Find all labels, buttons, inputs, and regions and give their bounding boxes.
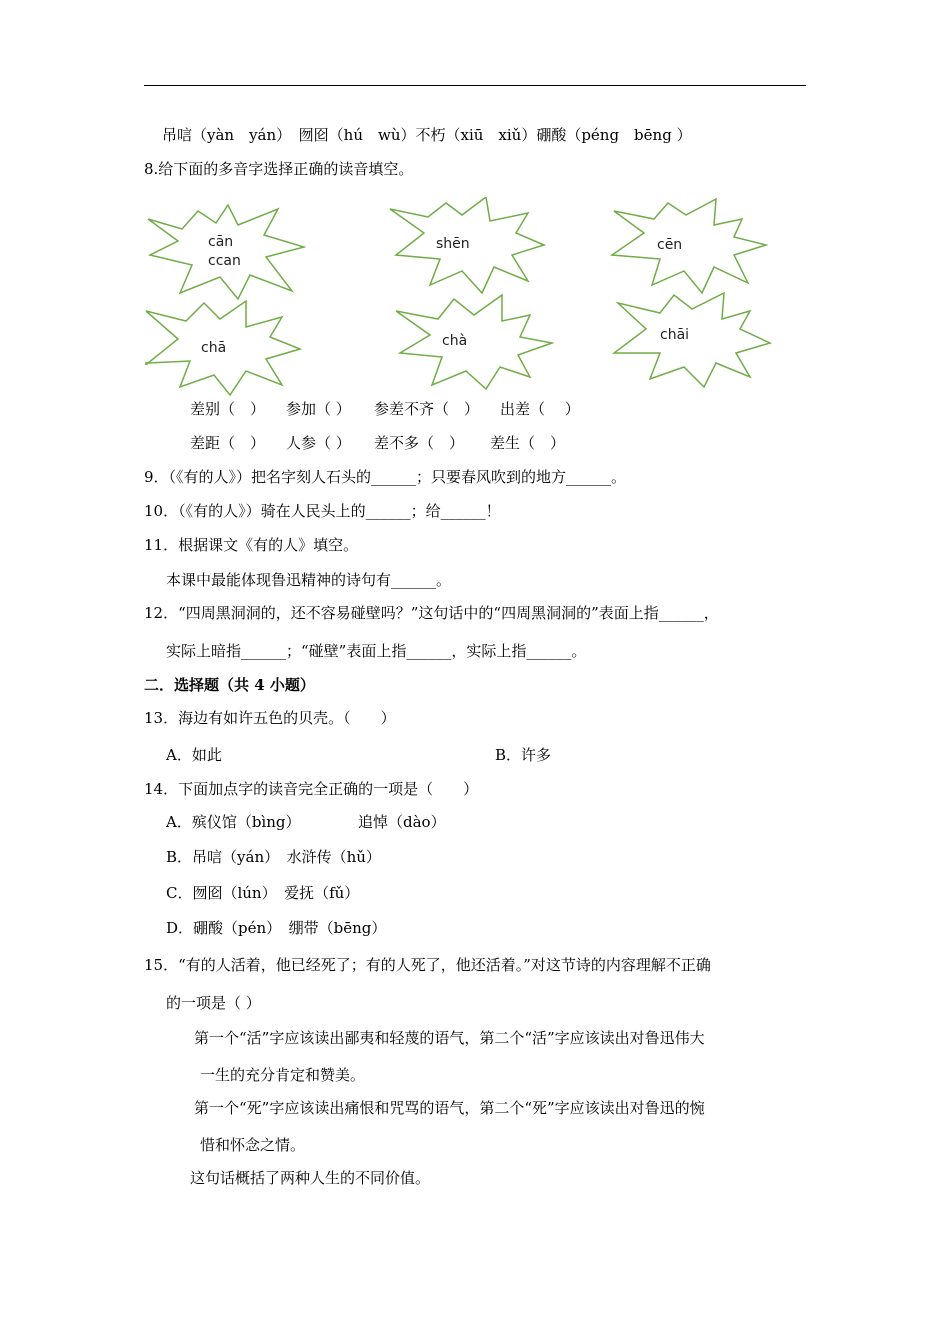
q15-stem-line2: 的一项是（ ）	[166, 994, 261, 1012]
burst-label: shēn	[436, 236, 470, 252]
q13-stem: 13．海边有如许五色的贝壳。（ ）	[144, 709, 396, 727]
burst-label: chà	[442, 333, 468, 349]
q8-row1-item1: 差别（ ）	[190, 400, 266, 418]
burst-label: chāi	[660, 327, 690, 343]
q8-row2-item3: 差不多（ ）	[374, 434, 465, 452]
q8-row1-item2: 参加（ ）	[286, 400, 351, 418]
q15-option1-line2: 一生的充分肯定和赞美。	[200, 1066, 366, 1084]
burst-cen	[610, 197, 768, 295]
burst-chai	[612, 291, 772, 389]
q14-option-a: A．殡仪馆（bìng）	[166, 813, 301, 831]
q8-title: 8.给下面的多音字选择正确的读音填空。	[144, 160, 414, 178]
q14-option-d: D．硼酸（pén） 绷带（bēng）	[166, 919, 387, 937]
q8-row1-item3: 参差不齐（ ）	[374, 400, 480, 418]
q8-row1-item4: 出差（ ）	[500, 400, 580, 418]
burst-label-2: ccan	[208, 253, 241, 269]
burst-label: cēn	[657, 237, 683, 253]
burst-can	[146, 203, 306, 303]
q11-line: 本课中最能体现鲁迅精神的诗句有______。	[166, 571, 452, 589]
q15-option3: 这句话概括了两种人生的不同价值。	[190, 1169, 431, 1187]
q8-row2-item4: 差生（ ）	[490, 434, 566, 452]
burst-label: cān	[208, 234, 234, 250]
burst-shape	[612, 199, 766, 293]
q8-row2-item2: 人参（ ）	[286, 434, 351, 452]
q8-row2-item1: 差距（ ）	[190, 434, 266, 452]
q11-stem: 11．根据课文《有的人》填空。	[144, 536, 359, 554]
burst-shen	[388, 197, 546, 295]
q15-option2-line2: 惜和怀念之情。	[200, 1136, 306, 1154]
burst-cha1	[142, 299, 302, 397]
q12-line2: 实际上暗指______；“碰壁”表面上指______，实际上指______。	[166, 642, 587, 660]
q15-stem-line1: 15．“有的人活着，他已经死了；有的人死了，他还活着。”对这节诗的内容理解不正确	[144, 956, 711, 974]
q7-pinyin-line: 吊唁（yàn yán） 囫囵（hú wù）不朽（xiū xiǔ）硼酸（péng bēng ）	[162, 126, 692, 144]
burst-shape	[148, 205, 304, 299]
q14-stem: 14．下面加点字的读音完全正确的一项是（ ）	[144, 780, 479, 798]
section-2-heading: 二．选择题（共 4 小题）	[144, 676, 315, 694]
q15-option1-line1: 第一个“活”字应该读出鄙夷和轻蔑的语气，第二个“活”字应该读出对鲁迅伟大	[194, 1029, 705, 1047]
q13-option-b: B．许多	[495, 746, 552, 764]
green-dot	[145, 362, 148, 365]
burst-shape	[614, 293, 770, 387]
q12-line1: 12．“四周黑洞洞的，还不容易碰壁吗？”这句话中的“四周黑洞洞的”表面上指______，	[144, 604, 719, 622]
q9: 9．（《有的人》）把名字刻人石头的______；只要春风吹到的地方______。	[144, 468, 627, 486]
q14-option-c: C．囫囵（lún） 爱抚（fǔ）	[166, 884, 360, 902]
q15-option2-line1: 第一个“死”字应该读出痛恨和咒骂的语气，第二个“死”字应该读出对鲁迅的惋	[194, 1099, 705, 1117]
q14-option-a-part2: 追悼（dào）	[358, 813, 446, 831]
q10: 10．（《有的人》）骑在人民头上的______；给______！	[144, 502, 501, 520]
header-rule	[144, 85, 806, 86]
burst-shape	[396, 295, 552, 389]
burst-cha4	[394, 293, 554, 391]
q13-option-a: A．如此	[166, 746, 222, 764]
burst-label: chā	[201, 340, 227, 356]
q14-option-b: B．吊唁（yán） 水浒传（hǔ）	[166, 848, 381, 866]
